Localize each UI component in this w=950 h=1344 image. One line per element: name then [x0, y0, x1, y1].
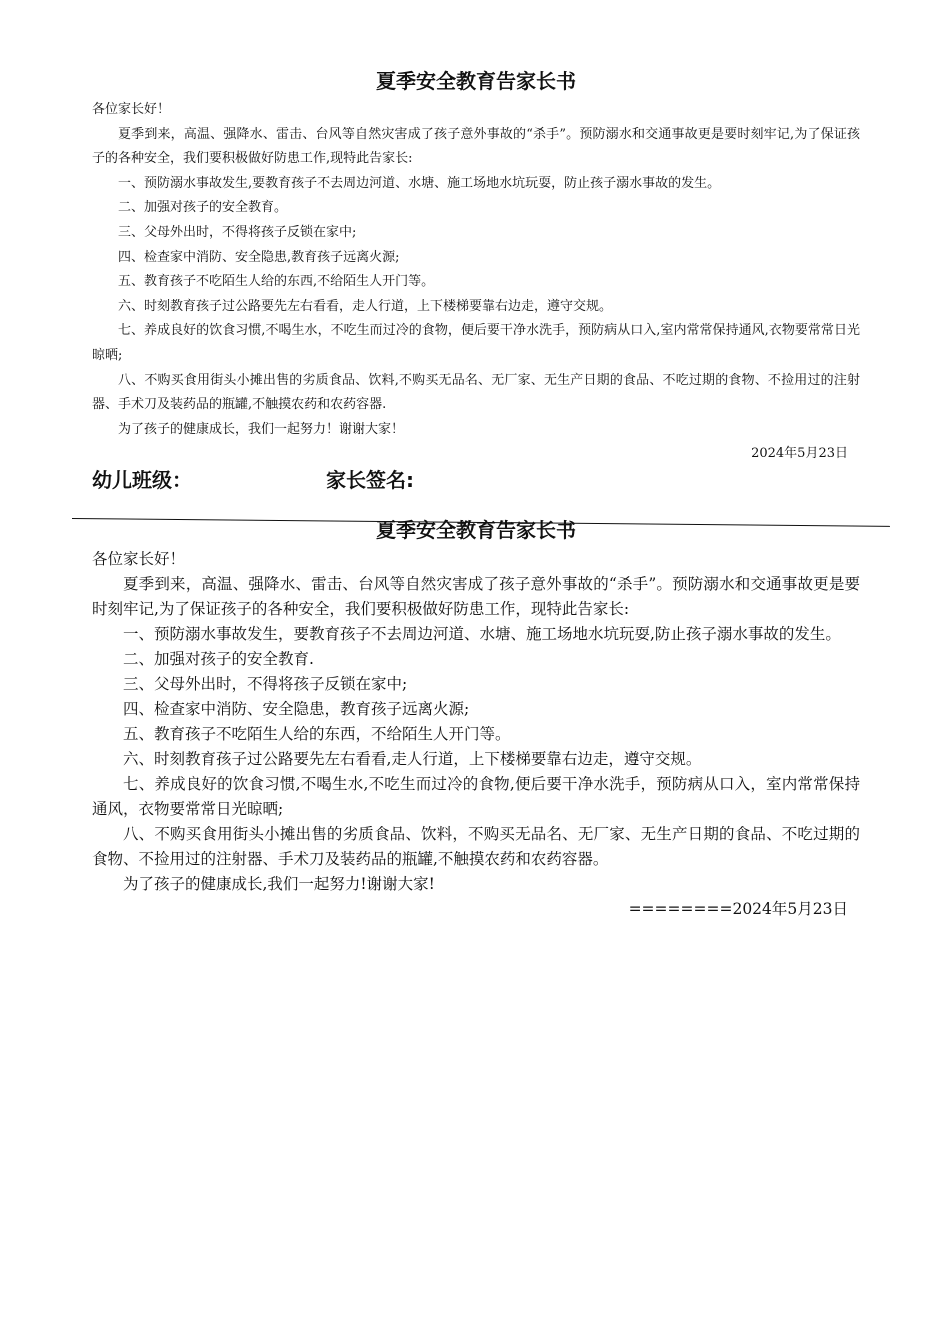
letter-title: 夏季安全教育告家长书: [376, 518, 576, 542]
rule-7: 七、养成良好的饮食习惯,不喝生水，不吃生而过冷的食物，便后要干净水洗手，预防病从口入,室内常常保持通风,衣物要常常日光晾晒;: [92, 323, 860, 363]
rule-8: 八、不购买食用街头小摊出售的劣质食品、饮料,不购买无品名、无厂家、无生产日期的食品、不吃过期的食物、不捡用过的注射器、手术刀及装药品的瓶罐,不触摸农药和农药容器.: [92, 372, 860, 413]
top-letter: [92, 64, 860, 467]
rule-5: 五、教育孩子不吃陌生人给的东西,不给陌生人开门等。: [118, 274, 435, 290]
intro-paragraph: 夏季到来，高温、强降水、雷击、台风等自然灾害成了孩子意外事故的“杀手”。预防溺水和交通事故更是要时刻牢记,为了保证孩子的各种安全，我们要积极做好防患工作，现特此告家长:: [92, 575, 860, 618]
letter-date: 2024年5月23日: [751, 446, 848, 462]
closing-line: 为了孩子的健康成长,我们一起努力!谢谢大家!: [123, 875, 435, 893]
parent-signature-label: 家长签名:: [326, 468, 414, 492]
rule-7: 七、养成良好的饮食习惯,不喝生水,不吃生而过冷的食物,便后要干净水洗手，预防病从口入，室内常常保持通风，衣物要常常日光晾晒;: [92, 775, 860, 818]
rule-5: 五、教育孩子不吃陌生人给的东西，不给陌生人开门等。: [123, 725, 511, 743]
rule-4: 四、检查家中消防、安全隐患,教育孩子远离火源;: [118, 249, 400, 265]
rule-8: 八、不购买食用街头小摊出售的劣质食品、饮料，不购买无品名、无厂家、无生产日期的食品、不吃过期的食物、不捡用过的注射器、手术刀及装药品的瓶罐,不触摸农药和农药容器。: [92, 825, 860, 868]
letter-date: ========2024年5月23日: [628, 900, 848, 918]
rule-1: 一、预防溺水事故发生，要教育孩子不去周边河道、水塘、施工场地水坑玩耍,防止孩子溺水事故的发生。: [123, 625, 841, 643]
rule-6: 六、时刻教育孩子过公路要先左右看看，走人行道，上下楼梯要靠右边走，遵守交规。: [118, 298, 613, 314]
letter-body: [92, 98, 860, 467]
greeting: 各位家长好！: [92, 102, 171, 117]
rule-6: 六、时刻教育孩子过公路要先左右看看,走人行道，上下楼梯要靠右边走，遵守交规。: [123, 750, 702, 768]
letter-body: [92, 547, 860, 922]
rule-3: 三、父母外出时，不得将孩子反锁在家中;: [123, 675, 408, 693]
letter-title: 夏季安全教育告家长书: [376, 69, 576, 93]
rule-2: 二、加强对孩子的安全教育。: [118, 200, 288, 216]
rule-4: 四、检查家中消防、安全隐患，教育孩子远离火源;: [123, 700, 470, 718]
class-label: 幼儿班级：: [92, 468, 192, 492]
signature-row: [92, 463, 860, 497]
greeting: 各位家长好！: [92, 550, 186, 568]
rule-2: 二、加强对孩子的安全教育.: [123, 650, 314, 668]
bottom-letter: [92, 513, 860, 922]
rule-1: 一、预防溺水事故发生,要教育孩子不去周边河道、水塘、施工场地水坑玩耍，防止孩子溺水事故的发生。: [118, 175, 721, 191]
intro-paragraph: 夏季到来，高温、强降水、雷击、台风等自然灾害成了孩子意外事故的“杀手”。预防溺水和交通事故更是要时刻牢记,为了保证孩子的各种安全，我们要积极做好防患工作,现特此告家长:: [92, 126, 860, 167]
rule-3: 三、父母外出时，不得将孩子反锁在家中;: [118, 224, 357, 240]
closing-line: 为了孩子的健康成长，我们一起努力！谢谢大家！: [118, 421, 405, 437]
